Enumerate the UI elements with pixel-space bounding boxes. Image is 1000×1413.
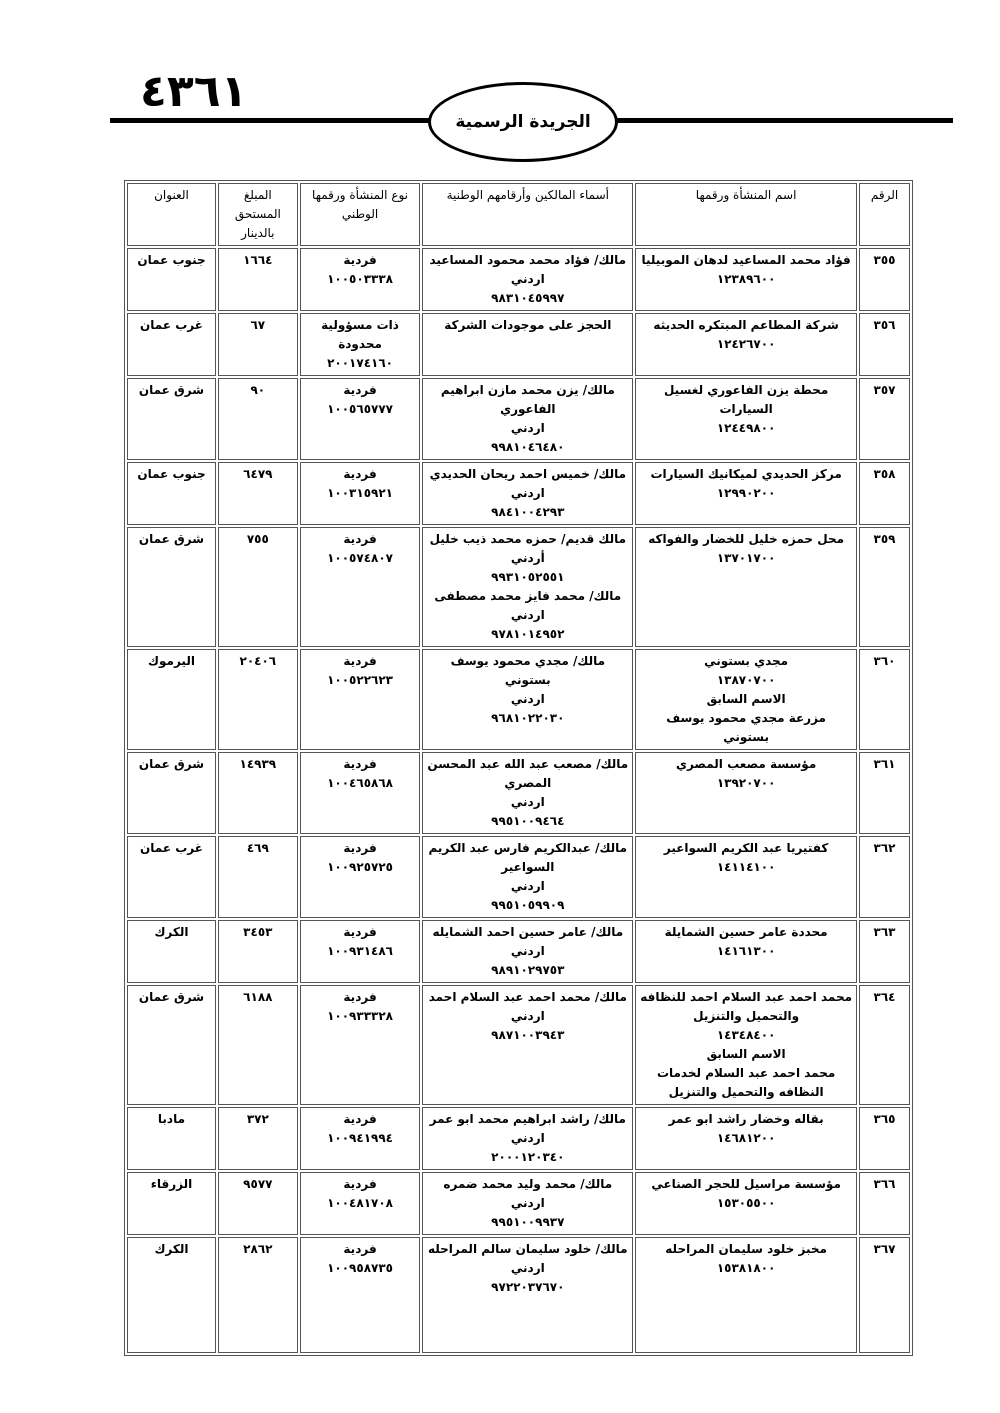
- establishment-name-line: ١٣٨٧٠٧٠٠: [716, 673, 776, 687]
- establishment-name-line: ١٢٤٤٩٨٠٠: [716, 421, 776, 435]
- establishment-name-cell: [635, 1237, 857, 1353]
- owners-info-cell: [422, 649, 633, 750]
- establishment-name-line: ١٢٤٢٦٧٠٠: [716, 337, 776, 351]
- establishment-type-cell: [300, 920, 421, 983]
- establishment-type-line: فردية: [343, 253, 377, 267]
- owners-info-line: ٩٩٣١٠٥٢٥٥١: [491, 570, 565, 584]
- establishment-type-line: ٢٠٠١٧٤١٦٠: [327, 356, 393, 370]
- amount-due-cell: ٦٧: [218, 313, 298, 376]
- owners-info-line: الحجز على موجودات الشركة: [444, 318, 612, 332]
- establishment-name-line: كفتيريا عبد الكريم السواعير: [663, 841, 829, 855]
- owners-info-cell: [422, 836, 633, 918]
- establishment-type-line: ١٠٠٩٤١٩٩٤: [327, 1131, 393, 1145]
- owners-info-line: ٩٩٨١٠٤٦٤٨٠: [491, 440, 565, 454]
- table-row: [127, 1237, 910, 1353]
- gazette-title-oval: [428, 82, 618, 162]
- establishment-name-line: ١٣٩٢٠٧٠٠: [716, 776, 776, 790]
- owners-info-line: اردني: [510, 795, 545, 809]
- owners-info-line: ٢٠٠٠١٢٠٣٤٠: [491, 1150, 565, 1164]
- establishment-type-line: ١٠٠٥٧٤٨٠٧: [327, 551, 393, 565]
- table-row: [127, 649, 910, 750]
- establishment-name-line: مؤسسة مصعب المصري: [675, 757, 817, 771]
- amount-due-cell: ٢٠٤٠٦: [218, 649, 298, 750]
- establishment-name-line: النظافه والتحميل والتنزيل: [668, 1085, 824, 1099]
- establishment-type-line: ١٠٠٤٦٥٨٦٨: [327, 776, 393, 790]
- establishment-name-line: ١٣٧٠١٧٠٠: [716, 551, 776, 565]
- row-number-cell: ٣٦٦: [859, 1172, 910, 1235]
- address-cell: جنوب عمان: [127, 462, 216, 525]
- owners-info-cell: [422, 1237, 633, 1353]
- address-cell: شرق عمان: [127, 985, 216, 1105]
- establishment-name-line: ١٢٣٨٩٦٠٠: [716, 272, 776, 286]
- establishment-name-line: الاسم السابق: [706, 692, 786, 706]
- establishment-name-line: ١٥٣٠٥٥٠٠: [716, 1196, 776, 1210]
- establishment-name-cell: [635, 527, 857, 647]
- owners-info-line: اردني: [510, 879, 545, 893]
- establishment-name-line: مخبز خلود سليمان المراحله: [665, 1242, 827, 1256]
- owners-info-line: اردني: [510, 1009, 545, 1023]
- amount-due-cell: ٧٥٥: [218, 527, 298, 647]
- address-cell: الكرك: [127, 1237, 216, 1353]
- establishment-type-line: ١٠٠٩٢٥٧٢٥: [327, 860, 393, 874]
- owners-info-line: اردني: [510, 421, 545, 435]
- establishment-name-line: ١٢٩٩٠٢٠٠: [716, 486, 776, 500]
- establishment-name-cell: [635, 462, 857, 525]
- establishment-type-line: فردية: [343, 1112, 377, 1126]
- establishment-type-line: ١٠٠٥٢٢٦٢٣: [327, 673, 393, 687]
- establishment-name-cell: [635, 920, 857, 983]
- owners-info-line: مالك/ فؤاد محمد محمود المساعيد: [429, 253, 627, 267]
- owners-info-line: مالك/ محمد وليد محمد ضمره: [443, 1177, 613, 1191]
- amount-due-cell: ٤٦٩: [218, 836, 298, 918]
- table-row: [127, 985, 910, 1105]
- table-row: [127, 313, 910, 376]
- address-cell: شرق عمان: [127, 527, 216, 647]
- owners-info-line: مالك/ مصعب عبد الله عبد المحسن: [427, 757, 629, 771]
- owners-info-line: السواعير: [501, 860, 555, 874]
- establishment-type-cell: [300, 836, 421, 918]
- address-cell: مادبا: [127, 1107, 216, 1170]
- amount-due-cell: ٦٤٧٩: [218, 462, 298, 525]
- owners-info-line: مالك/ محمد فايز محمد مصطفى: [434, 589, 622, 603]
- address-cell: الزرقاء: [127, 1172, 216, 1235]
- row-number-cell: ٣٥٧: [859, 378, 910, 460]
- establishment-type-cell: [300, 313, 421, 376]
- page-number: ٤٣٦١: [140, 66, 248, 117]
- establishment-name-line: محددة عامر حسين الشمايلة: [664, 925, 828, 939]
- owners-info-cell: [422, 313, 633, 376]
- owners-info-line: اردني: [510, 486, 545, 500]
- establishment-name-line: محل حمزه خليل للخضار والفواكه: [648, 532, 845, 546]
- establishment-type-line: ١٠٠٩٣١٤٨٦: [327, 944, 393, 958]
- address-cell: الكرك: [127, 920, 216, 983]
- establishment-name-line: شركة المطاعم المبتكره الحديثه: [653, 318, 839, 332]
- establishment-name-line: ١٤٣٤٨٤٠٠: [716, 1028, 776, 1042]
- establishment-name-line: مزرعة مجدي محمود يوسف: [666, 711, 826, 725]
- establishment-name-line: السيارات: [719, 402, 773, 416]
- establishment-name-line: محمد احمد عبد السلام لخدمات: [656, 1066, 836, 1080]
- owners-info-line: مالك/ مجدي محمود يوسف: [450, 654, 606, 668]
- owners-info-line: اردني: [510, 944, 545, 958]
- owners-info-line: ٩٩٥١٠٠٩٩٣٧: [491, 1215, 565, 1229]
- registry-table: [124, 180, 913, 1356]
- establishment-type-cell: [300, 1172, 421, 1235]
- establishment-type-cell: [300, 462, 421, 525]
- amount-due-cell: ١٦٦٤: [218, 248, 298, 311]
- row-number-cell: ٣٦٢: [859, 836, 910, 918]
- owners-info-line: ٩٧٨١٠١٤٩٥٢: [491, 627, 565, 641]
- establishment-type-line: فردية: [343, 1177, 377, 1191]
- owners-info-line: اردني: [510, 1131, 545, 1145]
- header-num: الرقم: [859, 183, 910, 246]
- establishment-name-line: محمد احمد عبد السلام احمد للنظافه: [640, 990, 853, 1004]
- owners-info-line: مالك/ خميس احمد ريحان الحديدي: [429, 467, 627, 481]
- table-row: [127, 836, 910, 918]
- establishment-name-cell: [635, 313, 857, 376]
- table-row: [127, 462, 910, 525]
- header-name: اسم المنشأة ورقمها: [635, 183, 857, 246]
- gazette-title: الجريدة الرسمية: [455, 112, 591, 132]
- amount-due-cell: ٢٨٦٢: [218, 1237, 298, 1353]
- establishment-type-line: فردية: [343, 925, 377, 939]
- establishment-type-line: ١٠٠٩٥٨٧٣٥: [327, 1261, 393, 1275]
- establishment-type-line: محدودة: [338, 337, 382, 351]
- establishment-type-line: فردية: [343, 1242, 377, 1256]
- amount-due-cell: ١٤٩٣٩: [218, 752, 298, 834]
- establishment-name-line: محطة يزن الفاعوري لغسيل: [663, 383, 829, 397]
- establishment-type-line: فردية: [343, 841, 377, 855]
- establishment-type-line: فردية: [343, 990, 377, 1004]
- table-row: [127, 378, 910, 460]
- row-number-cell: ٣٦١: [859, 752, 910, 834]
- owners-info-line: ٩٦٨١٠٢٢٠٣٠: [491, 711, 565, 725]
- owners-info-line: مالك قديم/ حمزه محمد ذيب خليل: [429, 532, 627, 546]
- establishment-type-line: فردية: [343, 467, 377, 481]
- table-row: [127, 1107, 910, 1170]
- establishment-type-line: ١٠٠٥٦٥٧٧٧: [327, 402, 393, 416]
- establishment-name-cell: [635, 752, 857, 834]
- amount-due-cell: ٩٠: [218, 378, 298, 460]
- establishment-name-line: مؤسسة مراسيل للحجر الصناعي: [651, 1177, 841, 1191]
- table-header-row: [127, 183, 910, 246]
- establishment-type-line: فردية: [343, 757, 377, 771]
- row-number-cell: ٣٦٥: [859, 1107, 910, 1170]
- row-number-cell: ٣٥٦: [859, 313, 910, 376]
- establishment-type-cell: [300, 752, 421, 834]
- establishment-type-cell: [300, 985, 421, 1105]
- establishment-name-cell: [635, 649, 857, 750]
- owners-info-line: مالك/ عبدالكريم فارس عبد الكريم: [428, 841, 628, 855]
- owners-info-cell: [422, 462, 633, 525]
- row-number-cell: ٣٦٧: [859, 1237, 910, 1353]
- address-cell: غرب عمان: [127, 836, 216, 918]
- owners-info-cell: [422, 985, 633, 1105]
- header-amount: المبلغ المستحق بالدينار: [218, 183, 298, 246]
- establishment-type-line: ١٠٠٤٨١٧٠٨: [327, 1196, 393, 1210]
- owners-info-line: ٩٨٣١٠٤٥٩٩٧: [491, 291, 565, 305]
- establishment-name-cell: [635, 248, 857, 311]
- establishment-name-line: مركز الحديدي لميكانيك السيارات: [650, 467, 842, 481]
- owners-info-line: ٩٨٩١٠٢٩٧٥٣: [491, 963, 565, 977]
- owners-info-line: اردني: [510, 692, 545, 706]
- establishment-name-line: فؤاد محمد المساعيد لدهان الموبيليا: [641, 253, 851, 267]
- owners-info-line: اردني: [510, 1261, 545, 1275]
- row-number-cell: ٣٦٣: [859, 920, 910, 983]
- establishment-type-cell: [300, 1237, 421, 1353]
- establishment-type-line: فردية: [343, 532, 377, 546]
- establishment-name-cell: [635, 1107, 857, 1170]
- header-owners: أسماء المالكين وأرقامهم الوطنية: [422, 183, 633, 246]
- table-body: [127, 248, 910, 1353]
- establishment-name-line: مجدي بستوني: [704, 654, 789, 668]
- row-number-cell: ٣٥٥: [859, 248, 910, 311]
- owners-info-line: ٩٨٤١٠٠٤٢٩٣: [491, 505, 565, 519]
- owners-info-line: ٩٩٥١٠٠٩٤٦٤: [491, 814, 565, 828]
- establishment-type-line: فردية: [343, 654, 377, 668]
- owners-info-line: ٩٨٧١٠٠٣٩٤٣: [491, 1028, 565, 1042]
- row-number-cell: ٣٦٤: [859, 985, 910, 1105]
- establishment-type-line: فردية: [343, 383, 377, 397]
- owners-info-line: الفاعوري: [500, 402, 556, 416]
- owners-info-line: مالك/ يزن محمد مازن ابراهيم: [440, 383, 615, 397]
- owners-info-cell: [422, 378, 633, 460]
- establishment-name-line: ١٥٣٨١٨٠٠: [716, 1261, 776, 1275]
- establishment-name-line: والتحميل والتنزيل: [693, 1009, 800, 1023]
- table-row: [127, 752, 910, 834]
- establishment-name-cell: [635, 378, 857, 460]
- establishment-type-line: ١٠٠٩٣٣٣٢٨: [327, 1009, 393, 1023]
- owners-info-line: اردني: [510, 608, 545, 622]
- owners-info-cell: [422, 1107, 633, 1170]
- owners-info-line: ٩٧٢٢٠٣٧٦٧٠: [491, 1280, 565, 1294]
- owners-info-line: اردني: [510, 1196, 545, 1210]
- establishment-name-cell: [635, 1172, 857, 1235]
- establishment-name-cell: [635, 836, 857, 918]
- owners-info-cell: [422, 1172, 633, 1235]
- table-row: [127, 527, 910, 647]
- establishment-type-cell: [300, 248, 421, 311]
- amount-due-cell: ٩٥٧٧: [218, 1172, 298, 1235]
- owners-info-line: اردني: [510, 272, 545, 286]
- establishment-type-line: ذات مسؤولية: [321, 318, 399, 332]
- address-cell: غرب عمان: [127, 313, 216, 376]
- address-cell: شرق عمان: [127, 752, 216, 834]
- table-row: [127, 920, 910, 983]
- row-number-cell: ٣٥٨: [859, 462, 910, 525]
- amount-due-cell: ٣٤٥٣: [218, 920, 298, 983]
- address-cell: اليرموك: [127, 649, 216, 750]
- header-address: العنوان: [127, 183, 216, 246]
- amount-due-cell: ٣٧٢: [218, 1107, 298, 1170]
- owners-info-cell: [422, 752, 633, 834]
- owners-info-line: مالك/ محمد احمد عبد السلام احمد: [428, 990, 627, 1004]
- owners-info-line: بستوني: [504, 673, 551, 687]
- table-row: [127, 248, 910, 311]
- establishment-type-cell: [300, 527, 421, 647]
- establishment-type-line: ١٠٠٣١٥٩٢١: [327, 486, 393, 500]
- establishment-name-line: الاسم السابق: [706, 1047, 786, 1061]
- owners-info-cell: [422, 248, 633, 311]
- establishment-name-line: بقاله وخضار راشد ابو عمر: [668, 1112, 824, 1126]
- establishment-type-cell: [300, 1107, 421, 1170]
- establishment-name-line: ١٤٦٨١٢٠٠: [716, 1131, 776, 1145]
- amount-due-cell: ٦١٨٨: [218, 985, 298, 1105]
- establishment-type-cell: [300, 378, 421, 460]
- header-type: نوع المنشأة ورقمها الوطني: [300, 183, 421, 246]
- owners-info-line: مالك/ راشد ابراهيم محمد ابو عمر: [429, 1112, 626, 1126]
- establishment-name-line: بستوني: [723, 730, 770, 744]
- row-number-cell: ٣٥٩: [859, 527, 910, 647]
- establishment-name-line: ١٤١٦١٣٠٠: [716, 944, 776, 958]
- address-cell: جنوب عمان: [127, 248, 216, 311]
- owners-info-line: مالك/ عامر حسين احمد الشمايله: [432, 925, 624, 939]
- row-number-cell: ٣٦٠: [859, 649, 910, 750]
- owners-info-line: مالك/ خلود سليمان سالم المراحله: [427, 1242, 628, 1256]
- establishment-type-line: ١٠٠٥٠٣٣٣٨: [327, 272, 393, 286]
- table-row: [127, 1172, 910, 1235]
- establishment-name-cell: [635, 985, 857, 1105]
- address-cell: شرق عمان: [127, 378, 216, 460]
- owners-info-line: المصري: [504, 776, 552, 790]
- establishment-name-line: ١٤١١٤١٠٠: [716, 860, 776, 874]
- establishment-type-cell: [300, 649, 421, 750]
- owners-info-cell: [422, 527, 633, 647]
- owners-info-line: أردني: [510, 551, 545, 565]
- owners-info-line: ٩٩٥١٠٥٩٩٠٩: [491, 898, 565, 912]
- owners-info-cell: [422, 920, 633, 983]
